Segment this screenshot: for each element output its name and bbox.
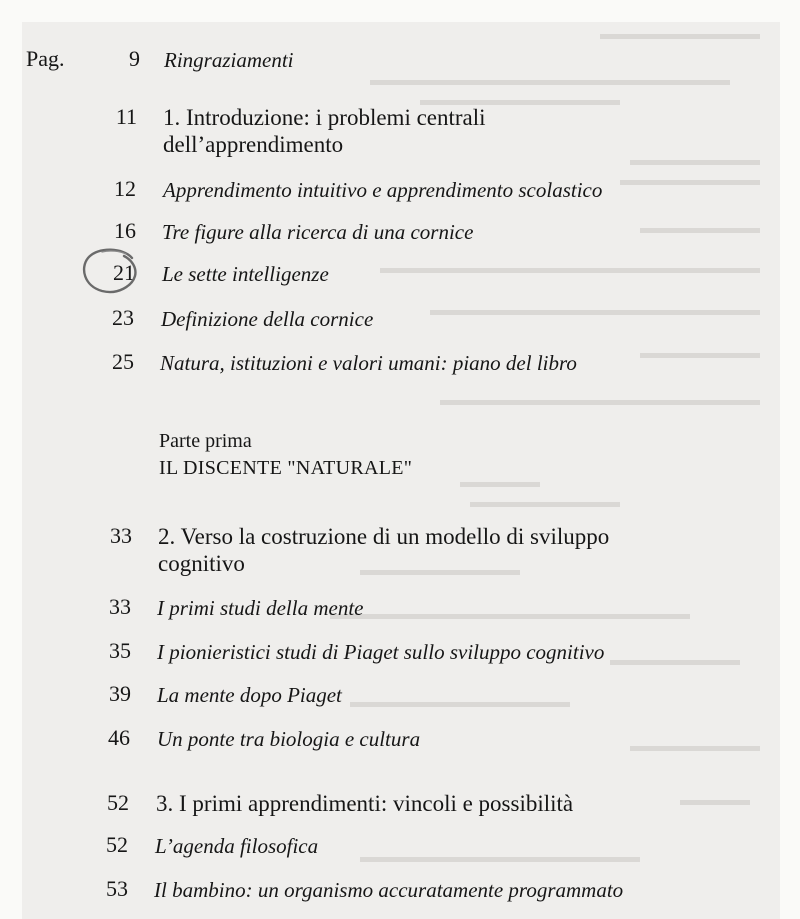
chapter-title-line: 1. Introduzione: i problemi centrali (163, 105, 486, 130)
chapter-page-number: 52 (107, 790, 129, 815)
chapter-title (158, 523, 609, 577)
entry-page-number: 46 (108, 725, 130, 750)
entry-title: Le sette intelligenze (162, 262, 329, 286)
entry-page-number: 9 (129, 46, 140, 71)
chapter-title (163, 104, 486, 158)
entry-page-number: 53 (106, 876, 128, 901)
entry-page-number: 25 (112, 349, 134, 374)
entry-title: La mente dopo Piaget (157, 683, 342, 707)
chapter-title-line: dell’apprendimento (163, 132, 344, 157)
pencil-circle-mark (80, 246, 140, 296)
entry-title: Definizione della cornice (161, 307, 374, 331)
chapter-title: 3. I primi apprendimenti: vincoli e possibilità (156, 791, 574, 816)
part-title: IL DISCENTE "NATURALE" (159, 457, 413, 479)
chapter-title-line: cognitivo (158, 551, 245, 576)
entry-title: Apprendimento intuitivo e apprendimento scolastico (163, 178, 603, 202)
entry-page-number: 39 (109, 681, 131, 706)
part-label: Parte prima (159, 430, 252, 452)
entry-page-number: 16 (114, 218, 136, 243)
pag-label: Pag. (26, 46, 65, 71)
chapter-page-number: 11 (115, 104, 137, 129)
chapter-title-line: 2. Verso la costruzione di un modello di sviluppo (158, 524, 610, 549)
entry-page-number: 23 (112, 305, 134, 330)
entry-title: Natura, istituzioni e valori umani: piano del libro (160, 351, 577, 375)
entry-page-number: 12 (114, 176, 136, 201)
entry-title: Il bambino: un organismo accuratamente programmato (154, 878, 624, 902)
entry-title: Un ponte tra biologia e cultura (157, 727, 421, 751)
entry-title: Ringraziamenti (164, 48, 294, 72)
entry-page-number: 52 (106, 832, 128, 857)
entry-title: I primi studi della mente (157, 596, 364, 620)
entry-title: Tre figure alla ricerca di una cornice (162, 220, 474, 244)
entry-title: I pionieristici studi di Piaget sullo sviluppo cognitivo (157, 640, 605, 664)
chapter-page-number: 33 (110, 523, 132, 548)
entry-page-number: 21 (113, 260, 135, 285)
entry-page-number: 35 (109, 638, 131, 663)
entry-title: L’agenda filosofica (155, 834, 319, 858)
entry-page-number: 33 (109, 594, 131, 619)
